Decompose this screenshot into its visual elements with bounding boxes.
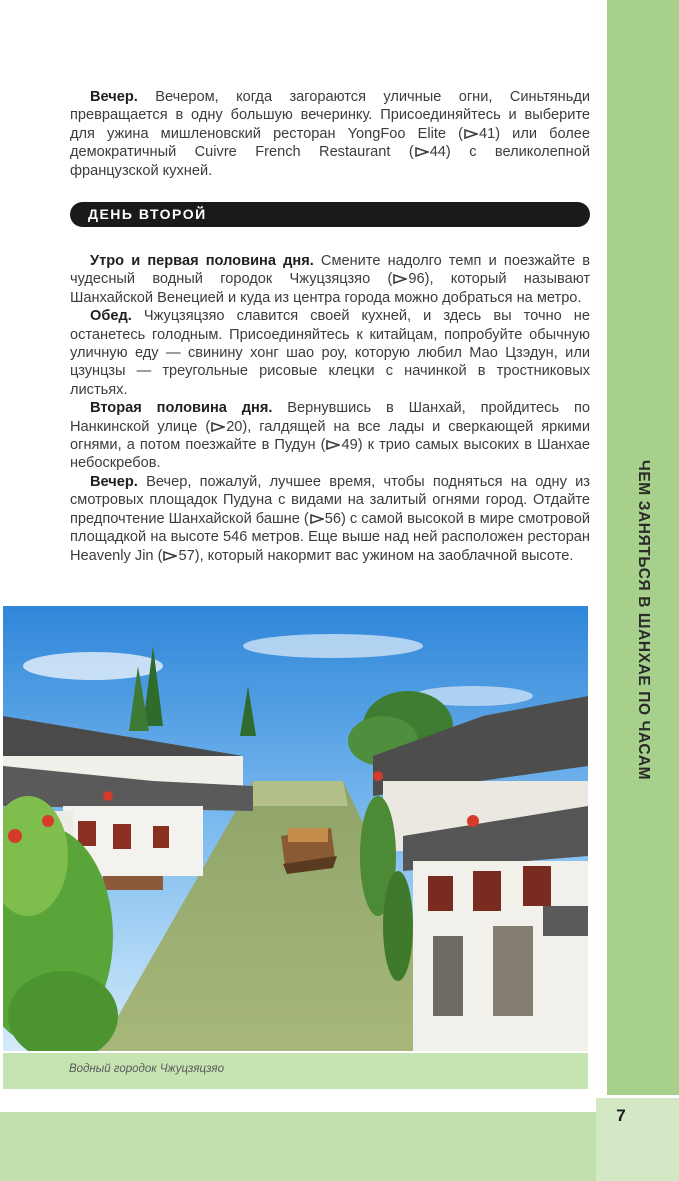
day-two-header (70, 202, 590, 227)
day-header-label: ДЕНЬ ВТОРОЙ (88, 206, 207, 222)
paragraph-text: ) с самой высокой в мире смотровой площадкой на высоте 546 метров. Еще выше над ней расположен ресторан Heavenly Jin ( (70, 510, 590, 564)
paragraph-text: ), галдящей на все лады и сверкающей яркими огнями, а потом поезжайте в Пудун ( (70, 418, 590, 454)
page-ref-number[interactable]: 49 (341, 437, 358, 454)
paragraph-text: ), который накормит вас ужином на заоблачной высоте. (194, 547, 574, 564)
evening-label: Вечер. (90, 473, 138, 490)
page-ref-icon (326, 440, 340, 450)
page-ref-icon (393, 274, 407, 284)
sidebar-title: ЧЕМ ЗАНЯТЬСЯ В ШАНХАЕ ПО ЧАСАМ (635, 459, 652, 781)
page-ref-icon (415, 147, 429, 157)
day-two-body (70, 252, 590, 565)
page-ref-icon (310, 514, 324, 524)
paragraph-text: Вечер, пожалуй, лучшее время, чтобы подняться на одну из смотровых площадок Пудуна с видами на залитый огнями город. Отдайте предпочтение Шанхайской башне ( (70, 473, 590, 527)
paragraph-text: Вернувшись в Шанхай, пройдитесь по Нанкинской улице ( (70, 400, 590, 435)
page-ref-number[interactable]: 44 (429, 144, 446, 161)
caption-bar (3, 1053, 588, 1089)
paragraph-text: ) к трио самых высоких в Шанхае небоскребов. (70, 437, 590, 472)
paragraph-text: ) или более демократичный Cuivre French Restaurant ( (70, 125, 590, 161)
page-ref-icon (211, 422, 225, 432)
paragraph-text: Вечером, когда загораются уличные огни, Синьтяньди превращается в одну большую вечеринку. Присоединяйтесь и выберите для ужина мишленовский ресторан YongFoo Elite ( (70, 89, 590, 142)
morning-label: Утро и первая половина дня. (90, 253, 314, 269)
water-town-photo (3, 606, 588, 1051)
page-ref-number[interactable]: 57 (178, 547, 195, 564)
page-ref-number[interactable]: 41 (478, 125, 496, 142)
evening-label: Вечер. (90, 89, 138, 105)
photo-caption: Водный городок Чжуцзяцзяо (69, 1063, 224, 1075)
page-ref-icon (163, 551, 177, 561)
paragraph-text: Смените надолго темп и поезжайте в чудесный водный городок Чжуцзяцзяо ( (70, 253, 590, 288)
evening-day1-paragraph (70, 88, 590, 180)
paragraph-text: Чжуцзяцзяо славится своей кухней, и здесь вы точно не останетесь голодным. Присоединяйтесь к китайцам, попробуйте обычную уличную еду — свинину хонг шао роу, которую любил Мао Цзэдун, или цзунцзы — треугольные рисовые клецки с начинкой в тростниковых листьях. (70, 308, 590, 398)
lunch-paragraph (70, 307, 590, 399)
page-ref-number[interactable]: 96 (408, 271, 425, 288)
canal-illustration (3, 606, 588, 1051)
evening-day2-paragraph (70, 473, 590, 565)
footer-band (0, 1112, 596, 1181)
afternoon-paragraph (70, 399, 590, 473)
afternoon-label: Вторая половина дня. (90, 400, 273, 417)
lunch-label: Обед. (90, 308, 132, 325)
page-number-box (596, 1098, 679, 1181)
page-ref-number[interactable]: 20 (226, 418, 243, 435)
paragraph-text: ), который называют Шанхайской Венецией и куда из центра города можно добраться на метро. (70, 271, 591, 306)
page-ref-number[interactable]: 56 (324, 510, 341, 527)
morning-paragraph (70, 252, 590, 307)
paragraph-text: ) с великолепной французской кухней. (70, 144, 590, 179)
page-number: 7 (616, 1106, 626, 1125)
page-ref-icon (464, 129, 478, 139)
